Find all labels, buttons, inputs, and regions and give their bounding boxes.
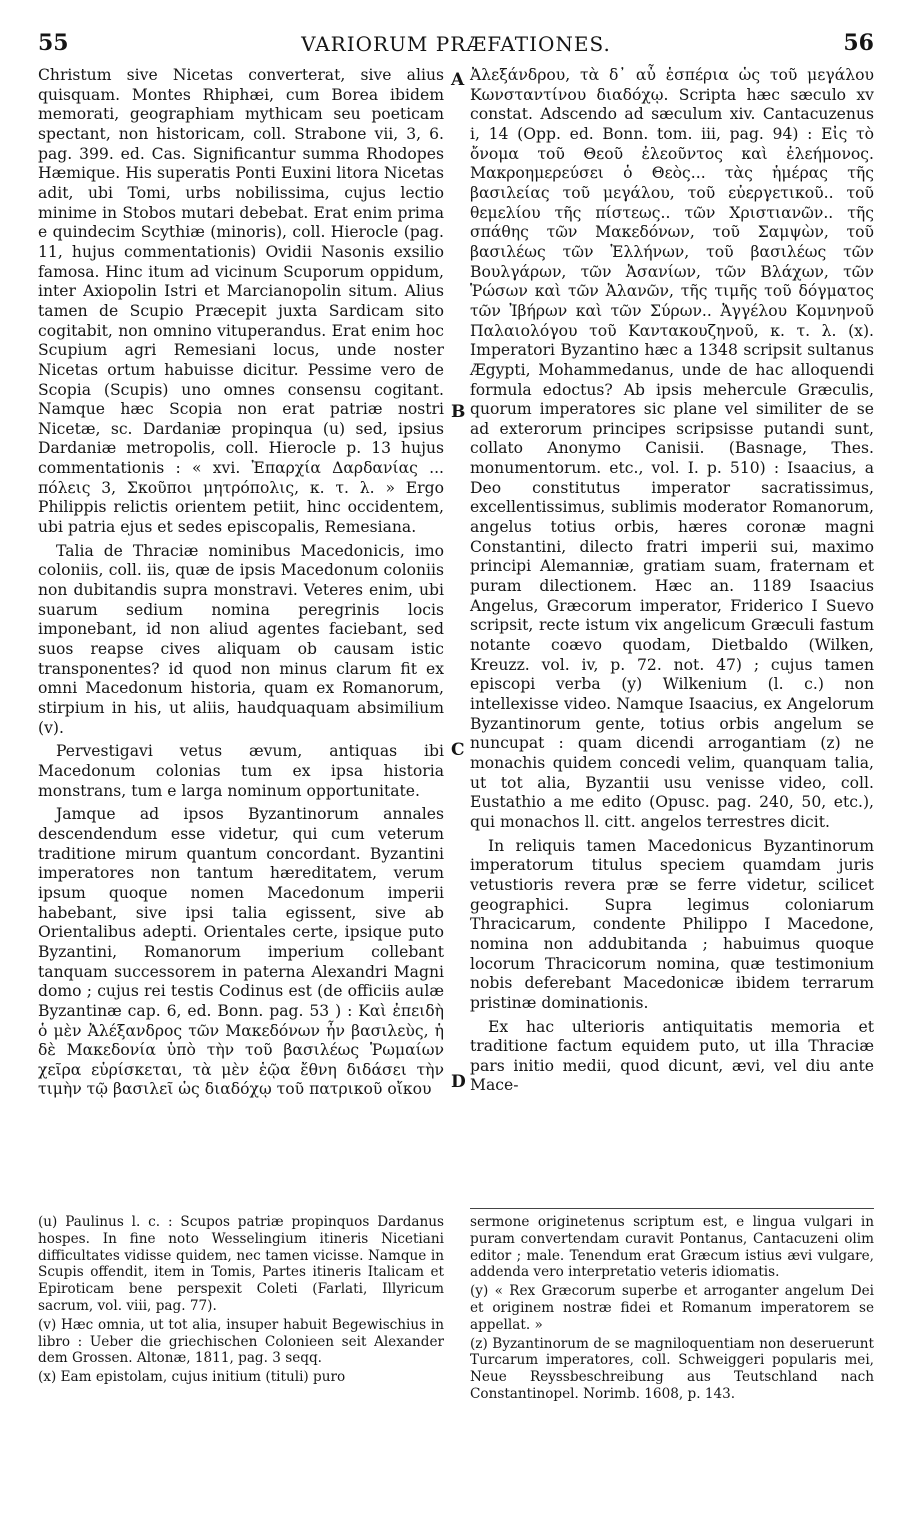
left-column — [38, 66, 444, 1100]
left-paragraph-3: Pervestigavi vetus ævum, antiquas ibi Macedonum colonias tum ex ipsa historia monstrans, tum e larga nominum opportunitate. — [38, 742, 444, 800]
footnotes-left — [38, 1214, 444, 1388]
margin-letter-d: D — [451, 1072, 466, 1092]
footnote-x: (x) Eam epistolam, cujus initium (tituli) puro — [38, 1369, 346, 1386]
right-column — [470, 66, 874, 1096]
footnotes-right — [470, 1214, 874, 1405]
left-paragraph-1: Christum sive Nicetas converterat, sive alius quisquam. Montes Rhiphæi, cum Borea ibidem memorati, geographiam mythicam seu poeticam spectant, non historicam, coll. Strabone vii, 3, 6. pag. 399. ed. Cas. Significantur summa Rhodopes Hæmique. His superatis Ponti Euxini litora Nicetas adit, ubi Tomi, urbs nobilissima, cujus lectio minime in Stobos mutari debebat. Erat enim prima e quindecim Scythiæ (minoris), coll. Hierocle (pag. 11, hujus commentationis) Ovidii Nasonis exsilio famosa. Hinc itum ad vicinum Scuporum oppidum, inter Axiopolin Istri et Marcianopolin situm. Alius tamen de Scupio Præcepit juxta Sardicam sito cogitabit, non omnino vituperandus. Erat enim hoc Scupium agri Remesiani locus, unde noster Nicetas ortum habuisse dicitur. Pessime vero de Scopia (Scupis) uno omnes consensu cogitant. Namque hæc Scopia non erat patriæ nostri Nicetæ, sc. Dardaniæ propinqua (u) sed, ipsius Dardaniæ metropolis, coll. Hierocle p. 13 hujus commentationis : « xvi. Ἐπαρχία Δαρδανίας ... πόλεις 3, Σκοῦποι μητρόπολις, κ. τ. λ. » Ergo Philippis relictis orientem petiit, hinc occidentem, ubi patria ejus et sedes episcopalis, Remesiana. — [38, 66, 444, 537]
footnote-u: (u) Paulinus l. c. : Scupos patriæ propinquos Dardanus hospes. In fine noto Wesselingium itineris Nicetiani difficultates vidisse quidem, nec tamen vicisse. Namque in Scupis offendit, item in Tomis, Partes itineris Italicam et Epiroticam bene perspexit Coleti (Farlati, Illyricum sacrum, vol. viii, pag. 77). — [38, 1214, 444, 1314]
footnote-v: (v) Hæc omnia, ut tot alia, insuper habuit Begewischius in libro : Ueber die griechischen Colonieen seit Alexander dem Grossen. Altonæ, 1811, pag. 3 seqq. — [38, 1316, 444, 1367]
left-paragraph-4: Jamque ad ipsos Byzantinorum annales descendendum esse videtur, qui cum veterum traditione mirum quantum concordant. Byzantini imperatores non tantum hæreditatem, verum ipsum quoque nomen Macedonum imperii habebant, sive ipsi talia egissent, sive ab Orientalibus adepti. Orientales certe, ipsique puto Byzantini, Romanorum imperium collebant tanquam successorem in paterna Alexandri Magni domo ; cujus rei testis Codinus est (de officiis aulæ Byzantinæ cap. 6, ed. Bonn. pag. 53 ) : Καὶ ἐπειδὴ ὁ μὲν Ἀλέξανδρος τῶν Μακεδόνων ἦν βασιλεὺς, ἡ δὲ Μακεδονία ὑπὸ τὴν τοῦ βασιλέως Ῥωμαίων χεῖρα εὑρίσκεται, τὰ μὲν ἑῷα ἔθνη διδάσει τὴν τιμὴν τῷ βασιλεῖ ὡς διαδόχῳ τοῦ πατρικοῦ οἴκου — [38, 805, 444, 1099]
right-paragraph-1: Ἀλεξάνδρου, τὰ δ᾽ αὖ ἑσπέρια ὡς τοῦ μεγάλου Κωνσταντίνου διαδόχῳ. Scripta hæc sæculo xv constat. Adscendo ad sæculum xiv. Cantacuzenus i, 14 (Opp. ed. Bonn. tom. iii, pag. 94) : Εἰς τὸ ὄνομα τοῦ Θεοῦ ἐλεοῦντος καὶ ἐλεήμονος. Μακροημερεύσει ὁ Θεὸς... τὰς ἡμέρας τῆς βασιλείας τοῦ μεγάλου, τοῦ εὐεργετικοῦ.. τοῦ θεμελίου τῆς πίστεως.. τῶν Χριστιανῶν.. τῆς σπάθης τῶν Μακεδόνων, τοῦ Σαμψὼν, τοῦ βασιλέως τῶν Ἑλλήνων, τοῦ βασιλέως τῶν Βουλγάρων, τῶν Ἀσανίων, τῶν Βλάχων, τῶν Ῥώσων καὶ τῶν Ἀλανῶν, τῆς τιμῆς τοῦ δόγματος τῶν Ἰβήρων καὶ τῶν Σύρων.. Ἀγγέλου Κομνηνοῦ Παλαιολόγου τοῦ Καντακουζηνοῦ, κ. τ. λ. (x). Imperatori Byzantino hæc a 1348 scripsit sultanus Ægypti, Mohammedanus, unde de hac alloquendi formula edoctus? Ab ipsis mehercule Græculis, quorum imperatores sic plane vel similiter de se ad exterorum principes scripsisse putandi sunt, collato Anonymo Canisii. (Basnage, Thes. monumentorum. etc., vol. I. p. 510) : Isaacius, a Deo constitutus imperator sacratissimus, excellentissimus, sublimis moderator Romanorum, angelus totius orbis, hæres coronæ magni Constantini, dilecto fratri imperii sui, maximo principi Alemanniæ, gratiam suam, fraternam et puram dilectionem. Hæc an. 1189 Isaacius Angelus, Græcorum imperator, Friderico I Suevo scripsit, recte istum vix angelicum Græculi fastum notante coævo quodam, Dietbaldo (Wilken, Kreuzz. vol. iv, p. 72. not. 47) ; cujus tamen episcopi verba (y) Wilkenium (l. c.) non intellexisse video. Namque Isaacius, ex Angelorum Byzantinorum gente, totius orbis angelum se nuncupat : quam dicendi arrogantiam (z) ne monachis quidem concedi velim, quanquam talia, ut tot alia, Byzantii usu venisse video, coll. Eustathio a me edito (Opusc. pag. 240, 50, etc.), qui monachos ll. citt. angelos terrestres dicit. — [470, 66, 874, 831]
margin-letter-b: B — [451, 402, 466, 422]
left-paragraph-2: Talia de Thraciæ nominibus Macedonicis, imo coloniis, coll. iis, quæ de ipsis Macedonum coloniis non dubitandis supra monstravi. Veteres enim, ubi suarum sedium nomina peregrinis locis imponebant, id non aliud agentes faciebant, sed suos reapse cives aliquam ob causam istic transponentes? id quod non minus clarum fit ex omni Macedonum historia, quam ex Romanorum, stirpium in his, ut aliis, haudquaquam absimilium (v). — [38, 541, 444, 737]
margin-letter-c: C — [451, 740, 465, 760]
footnote-y: (y) « Rex Græcorum superbe et arroganter angelum Dei et originem nostræ fidei et Romanum imperatorem se appellat. » — [470, 1283, 874, 1333]
footnote-x-continued: sermone originetenus scriptum est, e lingua vulgari in puram convertendam curavit Pontanus, Cantacuzeni olim editor ; male. Tenendum erat Græcum istius ævi vulgare, addenda vero interpretatio veteris idiomatis. — [470, 1214, 874, 1281]
page-number-right: 56 — [843, 30, 874, 56]
margin-letter-a: A — [451, 70, 465, 90]
footnote-rule — [470, 1208, 874, 1209]
footnote-z: (z) Byzantinorum de se magniloquentiam non deseruerunt Turcarum imperatores, coll. Schweiggeri popularis mei, Neue Reyssbeschreibung aus Teutschland nach Constantinopel. Norimb. 1608, p. 143. — [470, 1335, 874, 1402]
running-title: VARIORUM PRÆFATIONES. — [301, 32, 611, 56]
right-paragraph-2: In reliquis tamen Macedonicus Byzantinorum imperatorum titulus speciem quamdam juris vetustioris revera præ se ferre videtur, scilicet geographici. Supra legimus coloniarum Thracicarum, condente Philippo I Macedone, nomina non addubitanda ; habuimus quoque locorum Thracicorum nomina, quæ testimonium nobis deferebant Macedonicæ ibidem terrarum pristinæ dominationis. — [470, 836, 874, 1012]
page-header — [38, 30, 874, 60]
page-number-left: 55 — [38, 30, 69, 56]
right-paragraph-3: Ex hac ulterioris antiquitatis memoria et traditione factum equidem puto, ut illa Thraciæ pars initio medii, quod dicunt, ævi, vel diu ante Mace- — [470, 1017, 874, 1095]
